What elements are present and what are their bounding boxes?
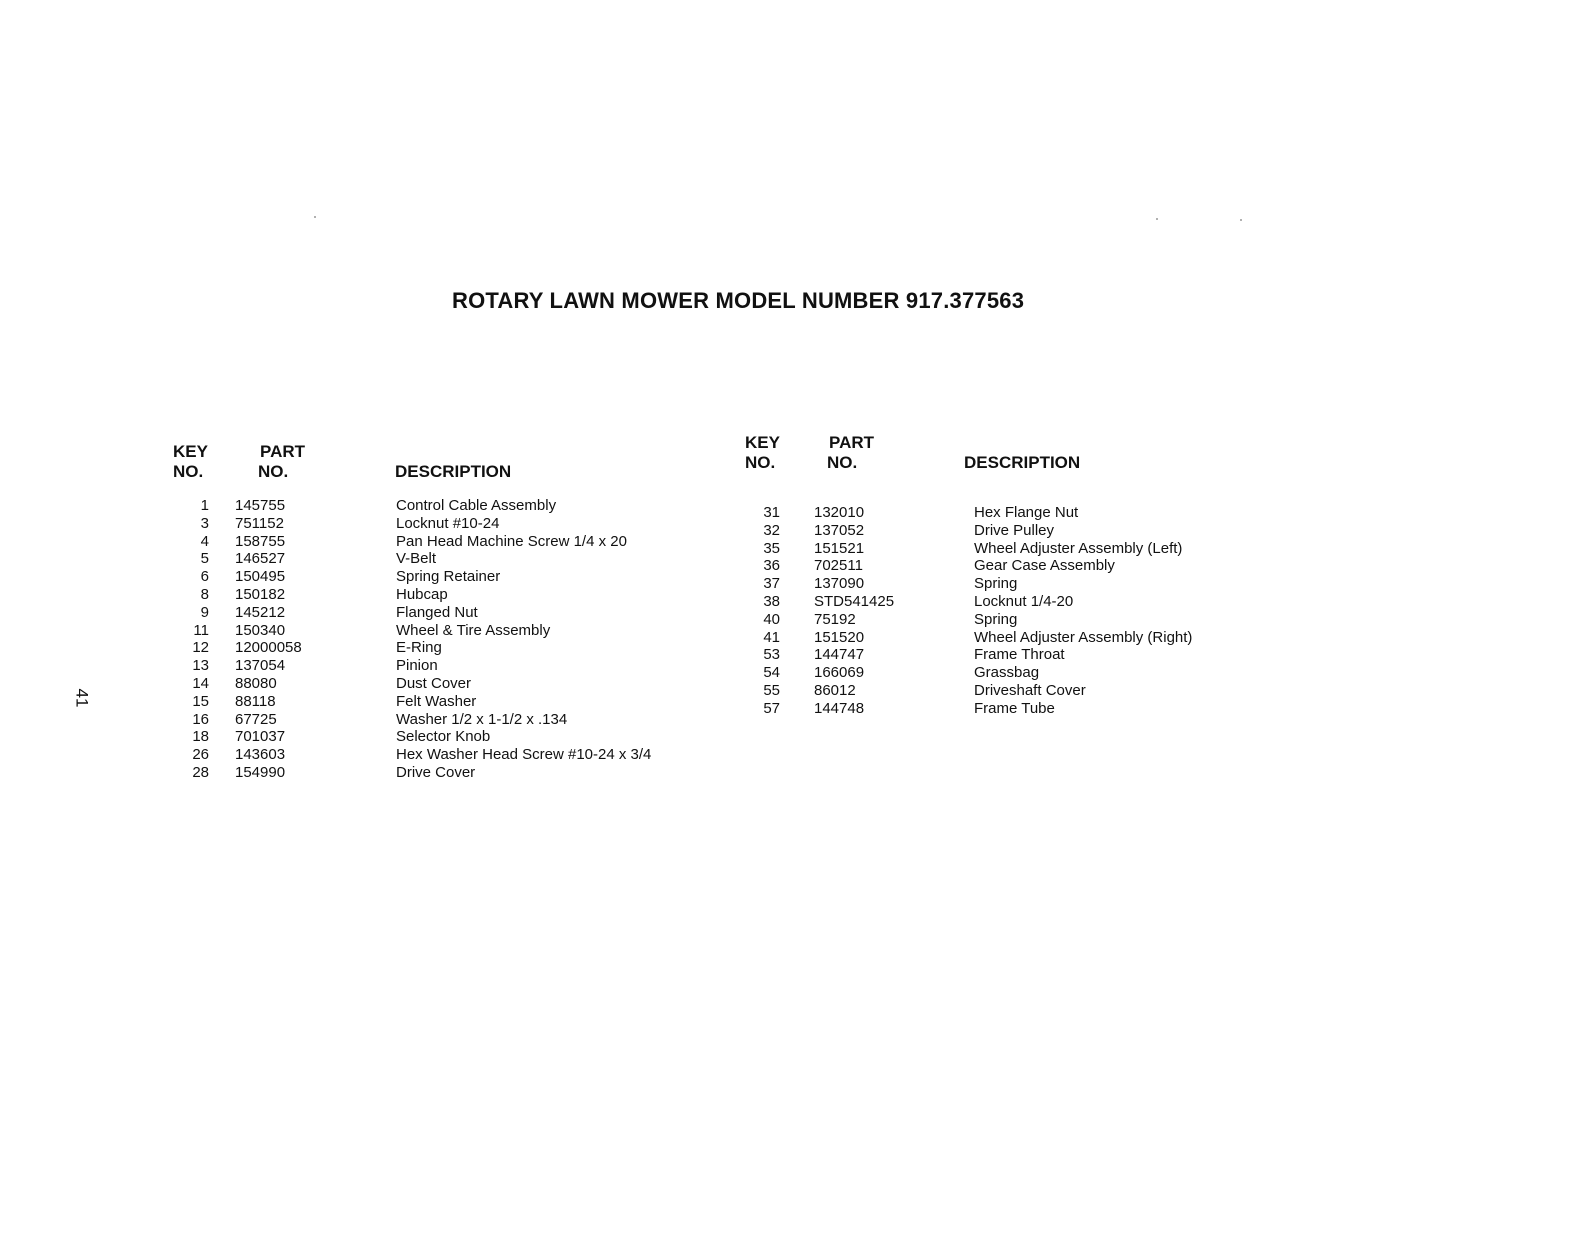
right-key-header-line1: KEY xyxy=(745,433,780,452)
key-number: 57 xyxy=(763,699,780,717)
part-number: 751152 xyxy=(235,514,284,532)
table-row xyxy=(160,693,720,711)
right-part-header xyxy=(827,433,874,473)
table-row xyxy=(160,746,720,764)
part-description: V-Belt xyxy=(396,550,437,568)
part-description: Wheel & Tire Assembly xyxy=(396,621,551,639)
table-row xyxy=(160,550,720,568)
key-number: 35 xyxy=(763,539,780,557)
table-row xyxy=(740,575,1300,593)
part-description: Drive Pulley xyxy=(974,521,1055,539)
part-description: Spring xyxy=(974,575,1018,593)
table-row xyxy=(160,711,720,729)
part-description: Drive Cover xyxy=(396,764,476,781)
table-row xyxy=(740,593,1300,611)
key-number: 11 xyxy=(193,621,209,639)
key-number: 26 xyxy=(192,746,209,764)
part-number: 150495 xyxy=(235,568,286,586)
table-row xyxy=(160,657,720,675)
table-row xyxy=(160,515,720,533)
table-row xyxy=(740,646,1300,664)
key-number: 1 xyxy=(200,497,209,514)
left-parts-table xyxy=(160,497,720,797)
part-description: Control Cable Assembly xyxy=(396,497,557,514)
left-key-header xyxy=(173,442,208,482)
part-number: 150182 xyxy=(235,586,286,603)
table-row xyxy=(740,557,1300,575)
part-number: 146527 xyxy=(235,550,286,568)
table-row xyxy=(160,604,720,622)
key-number: 3 xyxy=(200,514,209,532)
scan-speck xyxy=(1156,218,1158,220)
part-description: Frame Tube xyxy=(974,699,1055,717)
key-number: 4 xyxy=(200,532,209,550)
part-number: 137052 xyxy=(814,521,865,539)
right-key-header xyxy=(745,433,780,473)
table-row xyxy=(740,664,1300,682)
part-number: 67725 xyxy=(235,710,277,728)
key-number: 16 xyxy=(192,710,209,728)
key-number: 18 xyxy=(192,728,209,746)
part-description: Hex Flange Nut xyxy=(974,504,1079,521)
part-description: Locknut #10-24 xyxy=(396,514,500,532)
part-number: 145212 xyxy=(235,603,286,621)
table-row xyxy=(160,622,720,640)
part-number: 151520 xyxy=(814,628,865,646)
table-row xyxy=(160,497,720,515)
key-number: 41 xyxy=(763,628,780,646)
part-description: Spring xyxy=(974,610,1018,628)
part-description: E-Ring xyxy=(396,639,442,657)
part-description: Driveshaft Cover xyxy=(974,682,1086,699)
table-row xyxy=(740,522,1300,540)
right-part-header-line1: PART xyxy=(829,433,875,452)
part-number: 150340 xyxy=(235,621,286,639)
right-description-header: DESCRIPTION xyxy=(964,453,1081,472)
part-number: 132010 xyxy=(814,504,865,521)
part-description: Hubcap xyxy=(396,586,448,603)
part-description: Pan Head Machine Screw 1/4 x 20 xyxy=(396,532,627,550)
right-parts-table xyxy=(740,504,1300,744)
key-number: 5 xyxy=(200,550,209,568)
part-description: Spring Retainer xyxy=(396,568,501,586)
part-number: 137054 xyxy=(235,657,286,675)
key-number: 31 xyxy=(763,504,780,521)
table-row xyxy=(740,611,1300,629)
page-title: ROTARY LAWN MOWER MODEL NUMBER 917.377563 xyxy=(452,288,1025,313)
part-number: 144747 xyxy=(814,646,865,664)
part-description: Washer 1/2 x 1-1/2 x .134 xyxy=(396,710,568,728)
key-number: 55 xyxy=(763,682,780,699)
table-row xyxy=(740,700,1300,718)
key-number: 12 xyxy=(192,639,209,657)
left-part-header xyxy=(258,442,305,482)
part-number: 144748 xyxy=(814,699,865,717)
part-description: Gear Case Assembly xyxy=(974,557,1115,575)
part-number: 88080 xyxy=(235,675,277,692)
left-key-header-line1: KEY xyxy=(173,442,208,461)
right-part-header-line2: NO. xyxy=(827,453,858,472)
key-number: 15 xyxy=(192,692,209,710)
page-number: 41 xyxy=(72,688,92,708)
part-description: Flanged Nut xyxy=(396,603,478,621)
key-number: 6 xyxy=(200,568,209,586)
part-number: 143603 xyxy=(235,746,286,764)
table-row xyxy=(160,728,720,746)
part-number: 702511 xyxy=(814,557,863,575)
part-number: 86012 xyxy=(814,682,856,699)
part-description: Grassbag xyxy=(974,664,1040,682)
left-part-header-line2: NO. xyxy=(258,462,289,481)
part-description: Selector Knob xyxy=(396,728,491,746)
key-number: 28 xyxy=(192,764,209,781)
key-number: 40 xyxy=(763,610,780,628)
part-description: Wheel Adjuster Assembly (Left) xyxy=(974,539,1183,557)
part-number: 166069 xyxy=(814,664,865,682)
right-key-header-line2: NO. xyxy=(745,453,776,472)
part-description: Dust Cover xyxy=(396,675,472,692)
table-row xyxy=(160,568,720,586)
table-row xyxy=(740,540,1300,558)
part-number: 88118 xyxy=(235,692,276,710)
part-description: Frame Throat xyxy=(974,646,1065,664)
part-number: 154990 xyxy=(235,764,286,781)
part-number: 137090 xyxy=(814,575,865,593)
table-row xyxy=(160,586,720,604)
left-part-header-line1: PART xyxy=(260,442,306,461)
part-number: 12000058 xyxy=(235,639,302,657)
key-number: 13 xyxy=(192,657,209,675)
key-number: 14 xyxy=(192,675,209,692)
key-number: 37 xyxy=(763,575,780,593)
table-row xyxy=(160,675,720,693)
key-number: 53 xyxy=(763,646,780,664)
table-row xyxy=(740,682,1300,700)
part-description: Wheel Adjuster Assembly (Right) xyxy=(974,628,1193,646)
part-number: 75192 xyxy=(814,610,856,628)
part-description: Felt Washer xyxy=(396,692,477,710)
key-number: 36 xyxy=(763,557,780,575)
scan-speck xyxy=(1240,219,1242,221)
part-description: Locknut 1/4-20 xyxy=(974,593,1074,610)
part-description: Pinion xyxy=(396,657,438,675)
key-number: 9 xyxy=(200,603,209,621)
part-description: Hex Washer Head Screw #10-24 x 3/4 xyxy=(396,746,652,764)
key-number: 38 xyxy=(763,593,780,610)
table-row xyxy=(160,764,720,782)
part-number: STD541425 xyxy=(814,593,895,610)
part-number: 158755 xyxy=(235,532,286,550)
part-number: 151521 xyxy=(814,539,865,557)
left-description-header: DESCRIPTION xyxy=(395,462,512,481)
part-number: 701037 xyxy=(235,728,286,746)
table-row xyxy=(160,639,720,657)
key-number: 54 xyxy=(763,664,780,682)
part-number: 145755 xyxy=(235,497,286,514)
table-row xyxy=(160,533,720,551)
key-number: 8 xyxy=(200,586,209,603)
key-number: 32 xyxy=(763,521,780,539)
left-key-header-line2: NO. xyxy=(173,462,204,481)
scan-speck xyxy=(314,216,316,218)
table-row xyxy=(740,504,1300,522)
table-row xyxy=(740,629,1300,647)
